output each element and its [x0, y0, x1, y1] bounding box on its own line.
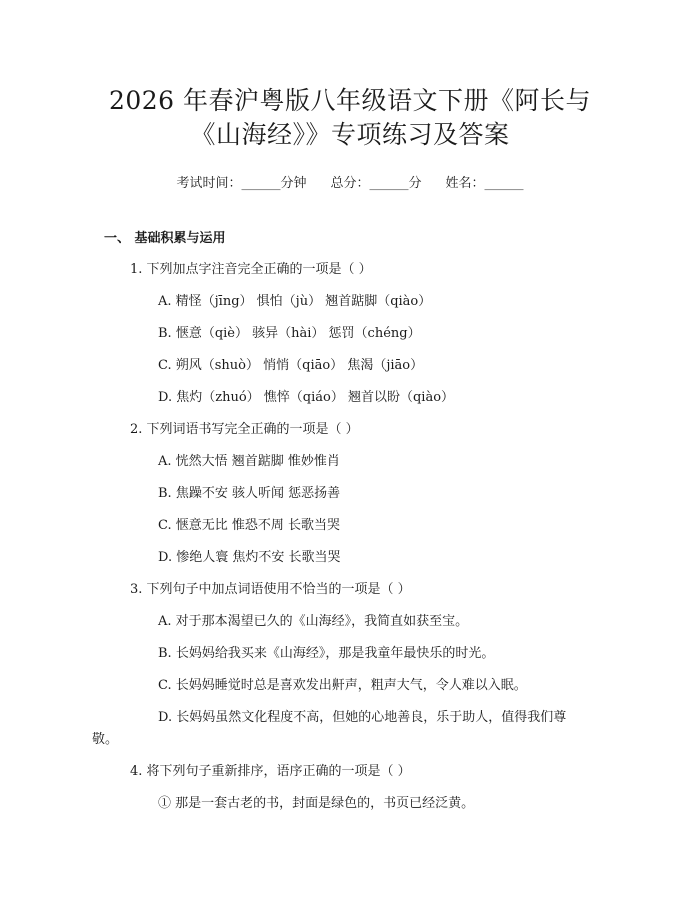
q1-option-b: B. 惬意（qiè） 骇异（hài） 惩罚（chéng）: [158, 326, 421, 341]
q1-stem: 1. 下列加点字注音完全正确的一项是（ ）: [130, 262, 372, 277]
q4-stem: 4. 将下列句子重新排序，语序正确的一项是（ ）: [130, 764, 411, 779]
q1-option-c: C. 朔风（shuò） 悄悄（qiāo） 焦渴（jiāo）: [158, 358, 424, 373]
q3-option-b: B. 长妈妈给我买来《山海经》，那是我童年最快乐的时光。: [158, 646, 495, 661]
section-heading: 一、 基础积累与运用: [104, 231, 226, 246]
document-title-line1: 2026 年春沪粤版八年级语文下册《阿长与: [108, 86, 592, 115]
q1-option-a: A. 精怪（jīng） 惧怕（jù） 翘首踮脚（qiào）: [158, 294, 432, 309]
q4-item-1: ① 那是一套古老的书，封面是绿色的，书页已经泛黄。: [158, 796, 475, 811]
q3-option-d: D. 长妈妈虽然文化程度不高，但她的心地善良，乐于助人，值得我们尊: [158, 710, 567, 725]
exam-time: 考试时间：______分钟: [176, 176, 307, 191]
q2-option-c: C. 惬意无比 惟恐不周 长歌当哭: [158, 518, 341, 533]
q2-option-a: A. 恍然大悟 翘首踮脚 惟妙惟肖: [158, 454, 340, 469]
q2-option-b: B. 焦躁不安 骇人听闻 惩恶扬善: [158, 486, 341, 501]
document-title-line2: 《山海经》》专项练习及答案: [190, 120, 510, 149]
q1-option-d: D. 焦灼（zhuó） 憔悴（qiáo） 翘首以盼（qiào）: [158, 390, 455, 405]
q2-option-d: D. 惨绝人寰 焦灼不安 长歌当哭: [158, 550, 341, 565]
q3-option-d-continued: 敬。: [92, 732, 119, 747]
exam-info: [0, 172, 700, 191]
q2-stem: 2. 下列词语书写完全正确的一项是（ ）: [130, 422, 359, 437]
exam-score: 总分：______分: [330, 176, 422, 191]
q3-stem: 3. 下列句子中加点词语使用不恰当的一项是（ ）: [130, 582, 411, 597]
q3-option-a: A. 对于那本渴望已久的《山海经》，我简直如获至宝。: [158, 614, 469, 629]
exam-name: 姓名：______: [445, 176, 524, 191]
q3-option-c: C. 长妈妈睡觉时总是喜欢发出鼾声，粗声大气，令人难以入眠。: [158, 678, 527, 693]
